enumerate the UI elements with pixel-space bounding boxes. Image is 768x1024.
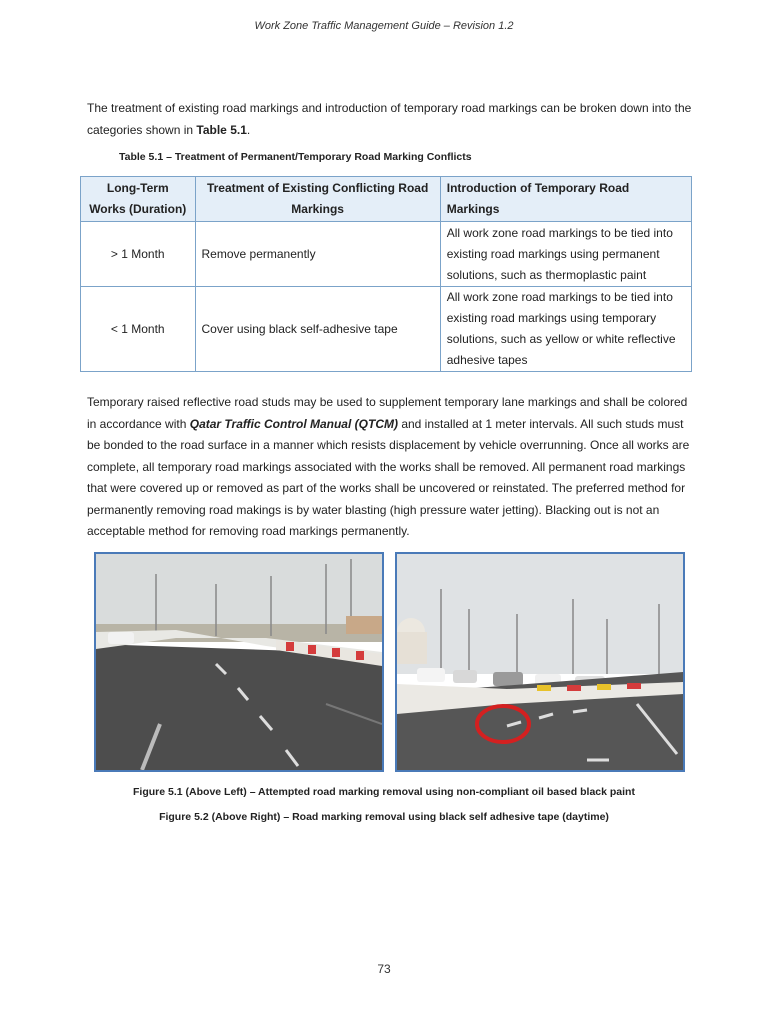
table-row — [81, 287, 692, 372]
body-text-end: and installed at 1 meter intervals. All such studs must be bonded to the road surface in a manner which resists displacement by vehicle overrunning. Once all works are complete, all temporary road markings associated with the works shall be removed. All permanent road markings that were covered up or removed as part of the works shall be uncovered or reinstated. The preferred method for permanently removing road makings is by water blasting (high pressure water jetting). Blacking out is not an acceptable method for removing road markings permanently. — [87, 416, 690, 538]
qtcm-reference: Qatar Traffic Control Manual (QTCM) — [189, 416, 398, 431]
cell-treatment: Remove permanently — [195, 222, 440, 287]
road-studs-paragraph — [87, 392, 695, 543]
table-reference: Table 5.1 — [196, 122, 247, 137]
figure-5-1-photo — [94, 552, 384, 772]
page-number: 73 — [377, 962, 391, 976]
intro-text: The treatment of existing road markings and introduction of temporary road markings can be broken down into the categories shown in — [87, 101, 692, 137]
figure-5-2-caption: Figure 5.2 (Above Right) – Road marking removal using black self adhesive tape (daytime) — [159, 811, 609, 823]
running-header: Work Zone Traffic Management Guide – Revision 1.2 — [254, 20, 514, 32]
figure-5-2-photo — [395, 552, 685, 772]
table-header-row — [81, 177, 692, 222]
table-row — [81, 222, 692, 287]
figure-5-1-caption: Figure 5.1 (Above Left) – Attempted road marking removal using non-compliant oil based black paint — [133, 786, 635, 798]
intro-text-end: . — [246, 122, 251, 137]
cell-treatment: Cover using black self-adhesive tape — [195, 287, 440, 372]
header-treatment: Treatment of Existing Conflicting Road Markings — [195, 177, 440, 222]
cell-introduction: All work zone road markings to be tied into existing road markings using temporary solutions, such as yellow or white reflective adhesive tapes — [440, 287, 691, 372]
road-marking-conflicts-table — [80, 176, 692, 372]
intro-paragraph — [87, 98, 695, 141]
cell-duration: > 1 Month — [81, 222, 196, 287]
cell-introduction: All work zone road markings to be tied into existing road markings using permanent solutions, such as thermoplastic paint — [440, 222, 691, 287]
body-text: Temporary raised reflective road studs may be used to supplement temporary lane markings and shall be colored in accordance with — [87, 395, 688, 431]
table-caption: Table 5.1 – Treatment of Permanent/Temporary Road Marking Conflicts — [119, 151, 472, 163]
header-duration: Long-Term Works (Duration) — [81, 177, 196, 222]
header-introduction: Introduction of Temporary Road Markings — [440, 177, 691, 222]
cell-duration: < 1 Month — [81, 287, 196, 372]
